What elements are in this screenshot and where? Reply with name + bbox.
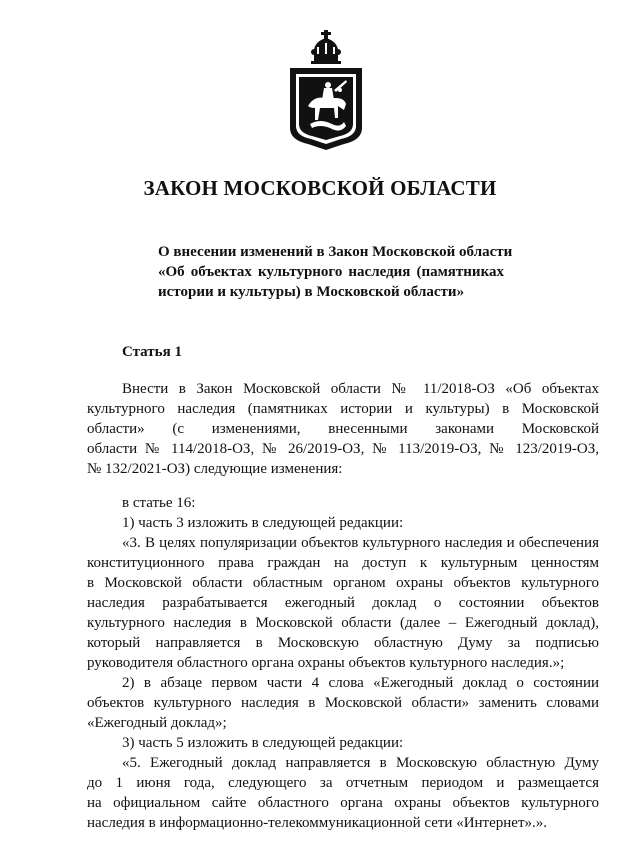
article-body: [87, 379, 599, 833]
item3-line: до 1 июня года, следующего за отчетным периодом и размещается: [87, 775, 599, 791]
item1-line: в Московской области областным органом охраны объектов культурного: [87, 575, 599, 591]
item2-line: «Ежегодный доклад»;: [87, 715, 227, 731]
item3-line: на официальном сайте областного органа охраны объектов культурного: [87, 795, 599, 811]
item2-line: объектов культурного наследия в Московской области» заменить словами: [87, 695, 599, 711]
item1-line: который направляется в Московскую областную Думу за подписью: [87, 635, 599, 651]
subject-line: истории и культуры) в Московской области»: [158, 284, 465, 300]
intro-line: культурного наследия (памятниках истории и культуры) в Московской: [87, 401, 599, 417]
article-heading: Статья 1: [122, 344, 182, 360]
item3-line: наследия в информационно-телекоммуникационной сети «Интернет».».: [87, 815, 548, 831]
subject-line: «Об объектах культурного наследия (памятниках: [158, 264, 504, 280]
document-title: ЗАКОН МОСКОВСКОЙ ОБЛАСТИ: [143, 176, 497, 200]
intro-line: Внести в Закон Московской области № 11/2018-ОЗ «Об объектах: [122, 381, 599, 397]
item3-line: «5. Ежегодный доклад направляется в Московскую областную Думу: [122, 755, 599, 771]
law-subject: [158, 242, 513, 302]
item1-line: «3. В целях популяризации объектов культурного наследия и обеспечения: [122, 535, 599, 551]
coat-of-arms-icon: [284, 28, 368, 153]
item1-line: конституционного права граждан на доступ к культурным ценностям: [87, 555, 599, 571]
item1-line: руководителя областного органа охраны объектов культурного наследия.»;: [87, 655, 565, 671]
item2-line: 2) в абзаце первом части 4 слова «Ежегодный доклад о состоянии: [122, 675, 599, 691]
intro-line: области № 114/2018-ОЗ, № 26/2019-ОЗ, № 113/2019-ОЗ, № 123/2019-ОЗ,: [87, 441, 599, 457]
item1-line: 1) часть 3 изложить в следующей редакции:: [122, 515, 404, 531]
section-label: в статье 16:: [122, 495, 196, 511]
item1-line: культурного наследия в Московской области (далее – Ежегодный доклад),: [87, 615, 599, 631]
subject-line: О внесении изменений в Закон Московской области: [158, 244, 513, 260]
item1-line: наследия разрабатывается ежегодный доклад о состоянии объектов: [87, 595, 599, 611]
item3-line: 3) часть 5 изложить в следующей редакции:: [122, 735, 404, 751]
intro-line: № 132/2021-ОЗ) следующие изменения:: [87, 461, 343, 477]
intro-line: области» (с изменениями, внесенными законами Московской: [87, 421, 599, 437]
